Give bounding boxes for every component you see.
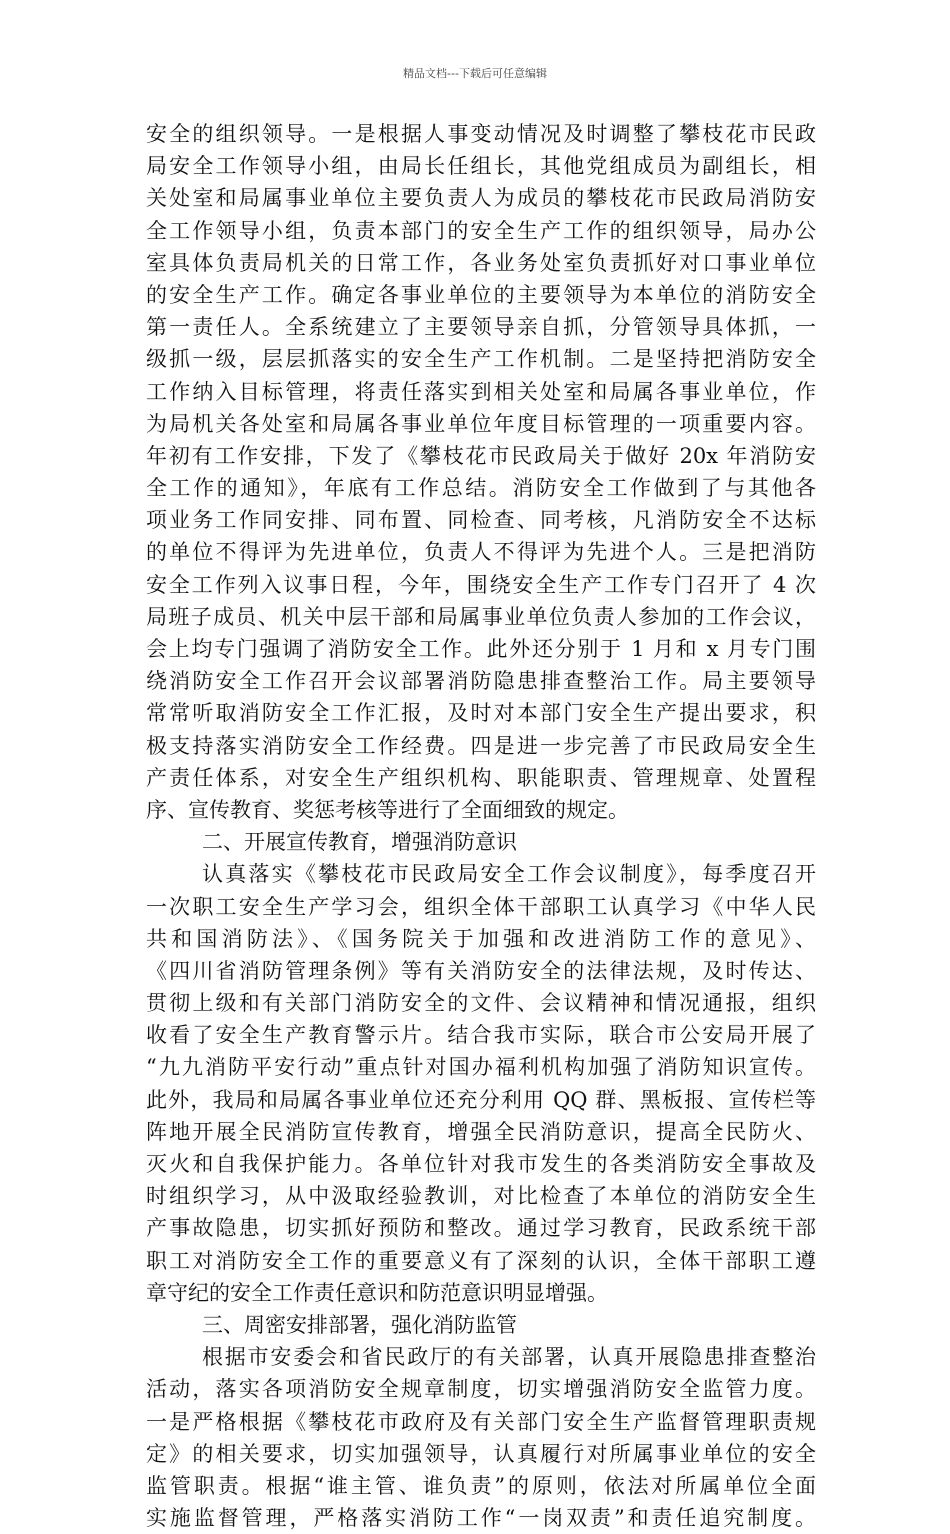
paragraph-line: 局安全工作领导小组，由局长任组长，其他党组成员为副组长，相 <box>146 154 816 179</box>
section-heading: 三、周密安排部署，强化消防监管 <box>202 1312 517 1337</box>
paragraph-line: 为局机关各处室和局属各事业单位年度目标管理的一项重要内容。 <box>146 411 816 436</box>
paragraph-line: 级抓一级，层层抓落实的安全生产工作机制。二是坚持把消防安全 <box>146 347 816 372</box>
paragraph-line: 职工对消防安全工作的重要意义有了深刻的认识，全体干部职工遵 <box>146 1248 816 1273</box>
paragraph-line: 灭火和自我保护能力。各单位针对我市发生的各类消防安全事故及 <box>146 1152 816 1176</box>
paragraph-line: 《四川省消防管理条例》等有关消防安全的法律法规，及时传达、 <box>146 958 816 983</box>
paragraph-line: 认真落实《攀枝花市民政局安全工作会议制度》，每季度召开 <box>202 862 816 887</box>
paragraph-line: 的安全生产工作。确定各事业单位的主要领导为本单位的消防安全 <box>146 282 816 307</box>
document-body <box>146 118 816 1534</box>
paragraph-line: 序、宣传教育、奖惩考核等进行了全面细致的规定。 <box>146 797 629 822</box>
paragraph-line: 年初有工作安排，下发了《攀枝花市民政局关于做好 20x 年消防安 <box>146 443 816 468</box>
section-heading: 二、开展宣传教育，增强消防意识 <box>202 830 517 855</box>
paragraph-line: 关处室和局属事业单位主要负责人为成员的攀枝花市民政局消防安 <box>146 186 816 211</box>
paragraph-line: 根据市安委会和省民政厅的有关部署，认真开展隐患排查整治 <box>202 1345 816 1370</box>
paragraph-line: 项业务工作同安排、同布置、同检查、同考核，凡消防安全不达标 <box>146 508 816 533</box>
paragraph-line: 监管职责。根据“谁主管、谁负责”的原则，依法对所属单位全面 <box>146 1473 816 1498</box>
paragraph-line: 收看了安全生产教育警示片。结合我市实际，联合市公安局开展了 <box>146 1023 816 1048</box>
paragraph-line: 实施监督管理，严格落实消防工作“一岗双责”和责任追究制度。 <box>146 1506 816 1531</box>
paragraph-line: 会上均专门强调了消防安全工作。此外还分别于 1 月和 x 月专门围 <box>146 637 816 661</box>
paragraph-line: 章守纪的安全工作责任意识和防范意识明显增强。 <box>146 1280 608 1305</box>
paragraph-line: 局班子成员、机关中层干部和局属事业单位负责人参加的工作会议， <box>146 604 816 629</box>
paragraph-line: 时组织学习，从中汲取经验教训，对比检查了本单位的消防安全生 <box>146 1184 816 1209</box>
paragraph-line: 安全的组织领导。一是根据人事变动情况及时调整了攀枝花市民政 <box>146 122 816 146</box>
paragraph-line: 此外，我局和局属各事业单位还充分利用 QQ 群、黑板报、宣传栏等 <box>146 1087 816 1112</box>
paragraph-line: 极支持落实消防安全工作经费。四是进一步完善了市民政局安全生 <box>146 733 816 758</box>
paragraph-line: 全工作的通知》，年底有工作总结。消防安全工作做到了与其他各 <box>146 476 816 501</box>
paragraph-line: 产事故隐患，切实抓好预防和整改。通过学习教育，民政系统干部 <box>146 1216 816 1241</box>
paragraph-line: 活动，落实各项消防安全规章制度，切实增强消防安全监管力度。 <box>146 1377 816 1402</box>
paragraph-line: 一次职工安全生产学习会，组织全体干部职工认真学习《中华人民 <box>146 894 816 919</box>
paragraph-line: 第一责任人。全系统建立了主要领导亲自抓，分管领导具体抓，一 <box>146 315 816 340</box>
paragraph-line: 常常听取消防安全工作汇报，及时对本部门安全生产提出要求，积 <box>146 701 816 726</box>
paragraph-line: 全工作领导小组，负责本部门的安全生产工作的组织领导，局办公 <box>146 218 816 243</box>
paragraph-line: 定》的相关要求，切实加强领导，认真履行对所属事业单位的安全 <box>146 1441 816 1466</box>
paragraph-line: 室具体负责局机关的日常工作，各业务处室负责抓好对口事业单位 <box>146 250 816 275</box>
paragraph-line: 共和国消防法》、《国务院关于加强和改进消防工作的意见》、 <box>146 926 816 951</box>
paragraph-line: 贯彻上级和有关部门消防安全的文件、会议精神和情况通报，组织 <box>146 991 816 1016</box>
paragraph-line: 一是严格根据《攀枝花市政府及有关部门安全生产监督管理职责规 <box>146 1409 816 1434</box>
page-header: 精品文档---下载后可任意编辑 <box>403 67 547 80</box>
paragraph-line: 阵地开展全民消防宣传教育，增强全民消防意识，提高全民防火、 <box>146 1119 816 1144</box>
paragraph-line: “九九消防平安行动”重点针对国办福利机构加强了消防知识宣传。 <box>146 1055 816 1080</box>
paragraph-line: 产责任体系，对安全生产组织机构、职能职责、管理规章、处置程 <box>146 765 816 790</box>
paragraph-line: 绕消防安全工作召开会议部署消防隐患排查整治工作。局主要领导 <box>146 669 816 694</box>
paragraph-line: 安全工作列入议事日程，今年，围绕安全生产工作专门召开了 4 次 <box>146 572 816 597</box>
paragraph-line: 的单位不得评为先进单位，负责人不得评为先进个人。三是把消防 <box>146 540 816 565</box>
paragraph-line: 工作纳入目标管理，将责任落实到相关处室和局属各事业单位，作 <box>146 379 816 404</box>
